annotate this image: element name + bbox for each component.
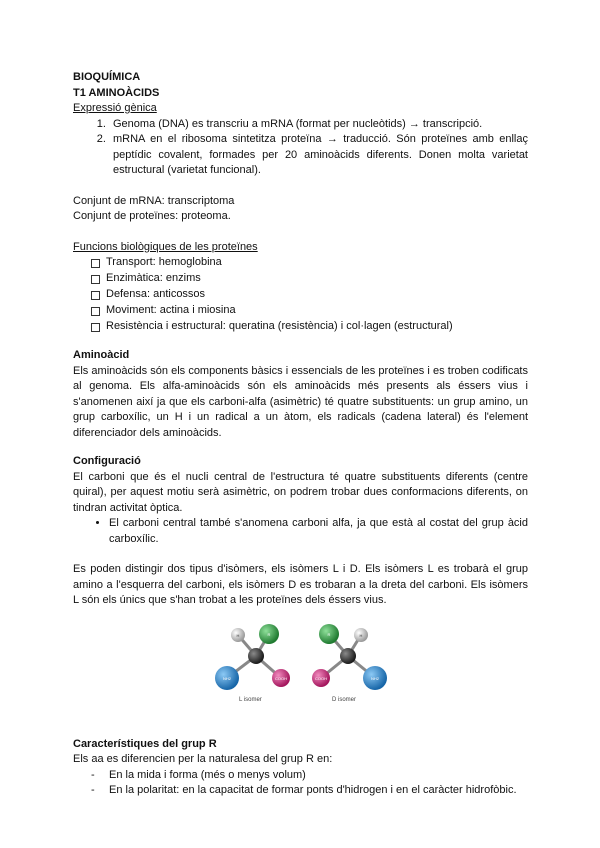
atom-label: COOH — [275, 675, 287, 681]
atom-label: COOH — [315, 675, 327, 681]
grupR-heading: Característiques del grup R — [73, 737, 217, 750]
topic-title: T1 AMINOÀCIDS — [73, 86, 160, 99]
l-isomer-molecule — [215, 624, 290, 690]
alpha-carbon-atom — [248, 648, 264, 664]
list-item: • El carboni central també s'anomena carboni alfa, ja que està al costat del grup àcid carboxílic. — [109, 516, 528, 547]
configuracio-heading: Configuració — [73, 455, 141, 467]
configuracio-bullets — [73, 516, 528, 547]
checkbox-icon[interactable] — [91, 275, 100, 284]
checkbox-icon[interactable] — [91, 307, 100, 316]
isomers-diagram — [73, 621, 528, 721]
checklist-item: Resistència i estructural: queratina (resistència) i col·lagen (estructural) — [91, 319, 528, 335]
document-page — [73, 70, 528, 799]
grupR-intro: Els aa es diferencien per la naturalesa del grup R en: — [73, 753, 333, 765]
checklist-item: Enzimàtica: enzims — [91, 271, 528, 287]
atom-label: R — [267, 631, 271, 637]
checklist-item: Moviment: actina i miosina — [91, 303, 528, 319]
atom-label: H — [236, 632, 240, 638]
configuracio-paragraph: El carboni que és el nucli central de l'estructura té quatre substituents diferents (centre quiral), per aquest motiu serà asimètric, on podrem trobar dues conformacions diferents, on tindran activitat òptica. — [73, 470, 528, 514]
subject-title: BIOQUÍMICA — [73, 71, 141, 83]
expressio-heading: Expressió gènica — [73, 102, 157, 114]
atom-label: H — [359, 632, 363, 638]
list-item: 1. Genoma (DNA) es transcriu a mRNA (format per nucleòtids) → transcripció. — [109, 117, 528, 133]
funcions-checklist — [73, 255, 528, 335]
alpha-carbon-atom — [340, 648, 356, 664]
checkbox-icon[interactable] — [91, 259, 100, 268]
grupR-list — [73, 768, 528, 799]
checkbox-icon[interactable] — [91, 323, 100, 332]
aminoacid-paragraph: Els aminoàcids són els components bàsics i essencials de les proteïnes i es troben codificats al genoma. Els alfa-aminoàcids són els aminoàcids més presents als éssers vius i s'anomenen així ja que els carboni-alfa (asimètric) té quatre substituents: un grup amino, un grup carboxílic, un H i un radical a un àtom, els radicals (cadena lateral) és l'element diferenciador dels aminoàcids. — [73, 364, 528, 439]
checklist-item: Defensa: anticossos — [91, 287, 528, 303]
checklist-item: Transport: hemoglobina — [91, 255, 528, 271]
list-item: - En la polaritat: en la capacitat de formar ponts d'hidrogen i en el caràcter hidrofòbic. — [91, 783, 528, 799]
atom-label: R — [327, 631, 331, 637]
d-isomer-molecule — [312, 624, 387, 690]
isomers-figure — [73, 621, 528, 721]
transcriptoma-line: Conjunt de mRNA: transcriptoma — [73, 194, 235, 207]
list-item: 2. mRNA en el ribosoma sintetitza proteïna → traducció. Són proteïnes amb enllaç peptídic covalent, formades per 20 aminoàcids diferents. Donen molta varietat estructural (varietat funcional). — [109, 132, 528, 179]
l-isomer-label: L isomer — [239, 696, 262, 703]
aminoacid-heading: Aminoàcid — [73, 349, 130, 361]
d-isomer-label: D isomer — [332, 696, 357, 703]
expressio-list — [73, 117, 528, 179]
atom-label: NH2 — [370, 675, 380, 681]
list-item: - En la mida i forma (més o menys volum) — [91, 768, 528, 784]
atom-label: NH2 — [222, 675, 232, 681]
funcions-heading: Funcions biològiques de les proteïnes — [73, 240, 258, 253]
isomers-paragraph: Es poden distingir dos tipus d'isòmers, els isòmers L i D. Els isòmers L es trobarà el grup amino a l'esquerra del carboni, els isòmers D es trobaran a la dreta del carboni. Els isòmers L són els únics que s'han trobat a les proteïnes dels éssers vius. — [73, 563, 528, 606]
checkbox-icon[interactable] — [91, 291, 100, 300]
proteoma-line: Conjunt de proteïnes: proteoma. — [73, 210, 231, 222]
